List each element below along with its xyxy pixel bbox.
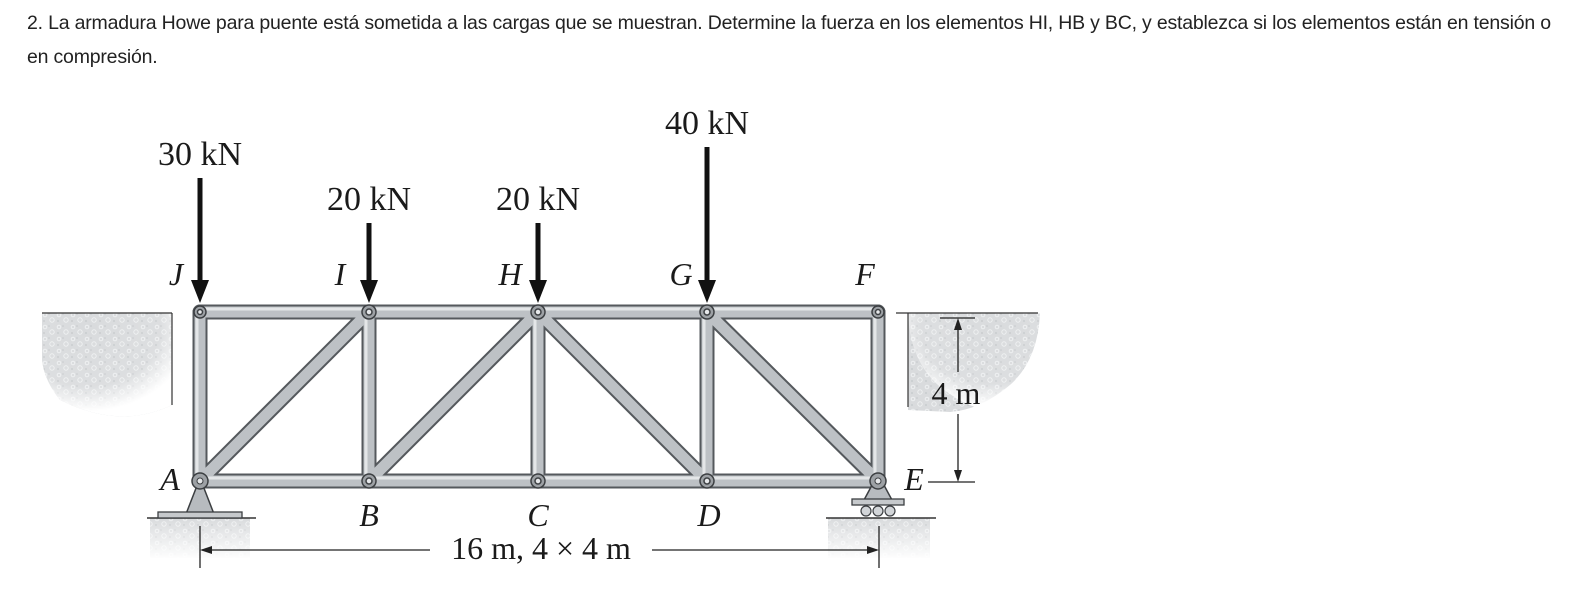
load-arrow-j <box>191 178 209 303</box>
load-label-j: 30 kN <box>157 136 243 173</box>
node-label-f: F <box>855 256 875 292</box>
node-label-j: J <box>168 256 184 292</box>
node-label-i: I <box>334 256 346 292</box>
node-label-a: A <box>160 461 180 497</box>
truss-members <box>197 309 878 481</box>
support-ground-a <box>147 518 256 560</box>
node-label-g: G <box>669 256 693 292</box>
node-label-b: B <box>359 497 379 533</box>
load-label-i: 20 kN <box>326 181 412 218</box>
problem-statement: 2. La armadura Howe para puente está sometida a las cargas que se muestran. Determine la fuerza en los elementos HI, HB y BC, y establezca si los elementos están en tensión o en compresión. <box>27 12 1551 68</box>
node-label-c: C <box>527 497 549 533</box>
span-dimension-label: 16 m, 4 × 4 m <box>451 530 631 566</box>
load-arrow-g <box>698 147 716 303</box>
support-ground-e <box>826 518 936 560</box>
height-dimension-label: 4 m <box>931 375 981 411</box>
load-label-g: 40 kN <box>664 105 750 142</box>
node-label-d: D <box>697 497 721 533</box>
node-label-h: H <box>498 256 522 292</box>
left-abutment <box>42 313 172 416</box>
load-arrows <box>191 147 716 303</box>
node-label-e: E <box>904 461 924 497</box>
load-arrow-h <box>529 223 547 303</box>
load-label-h: 20 kN <box>495 181 581 218</box>
load-arrow-i <box>360 223 378 303</box>
